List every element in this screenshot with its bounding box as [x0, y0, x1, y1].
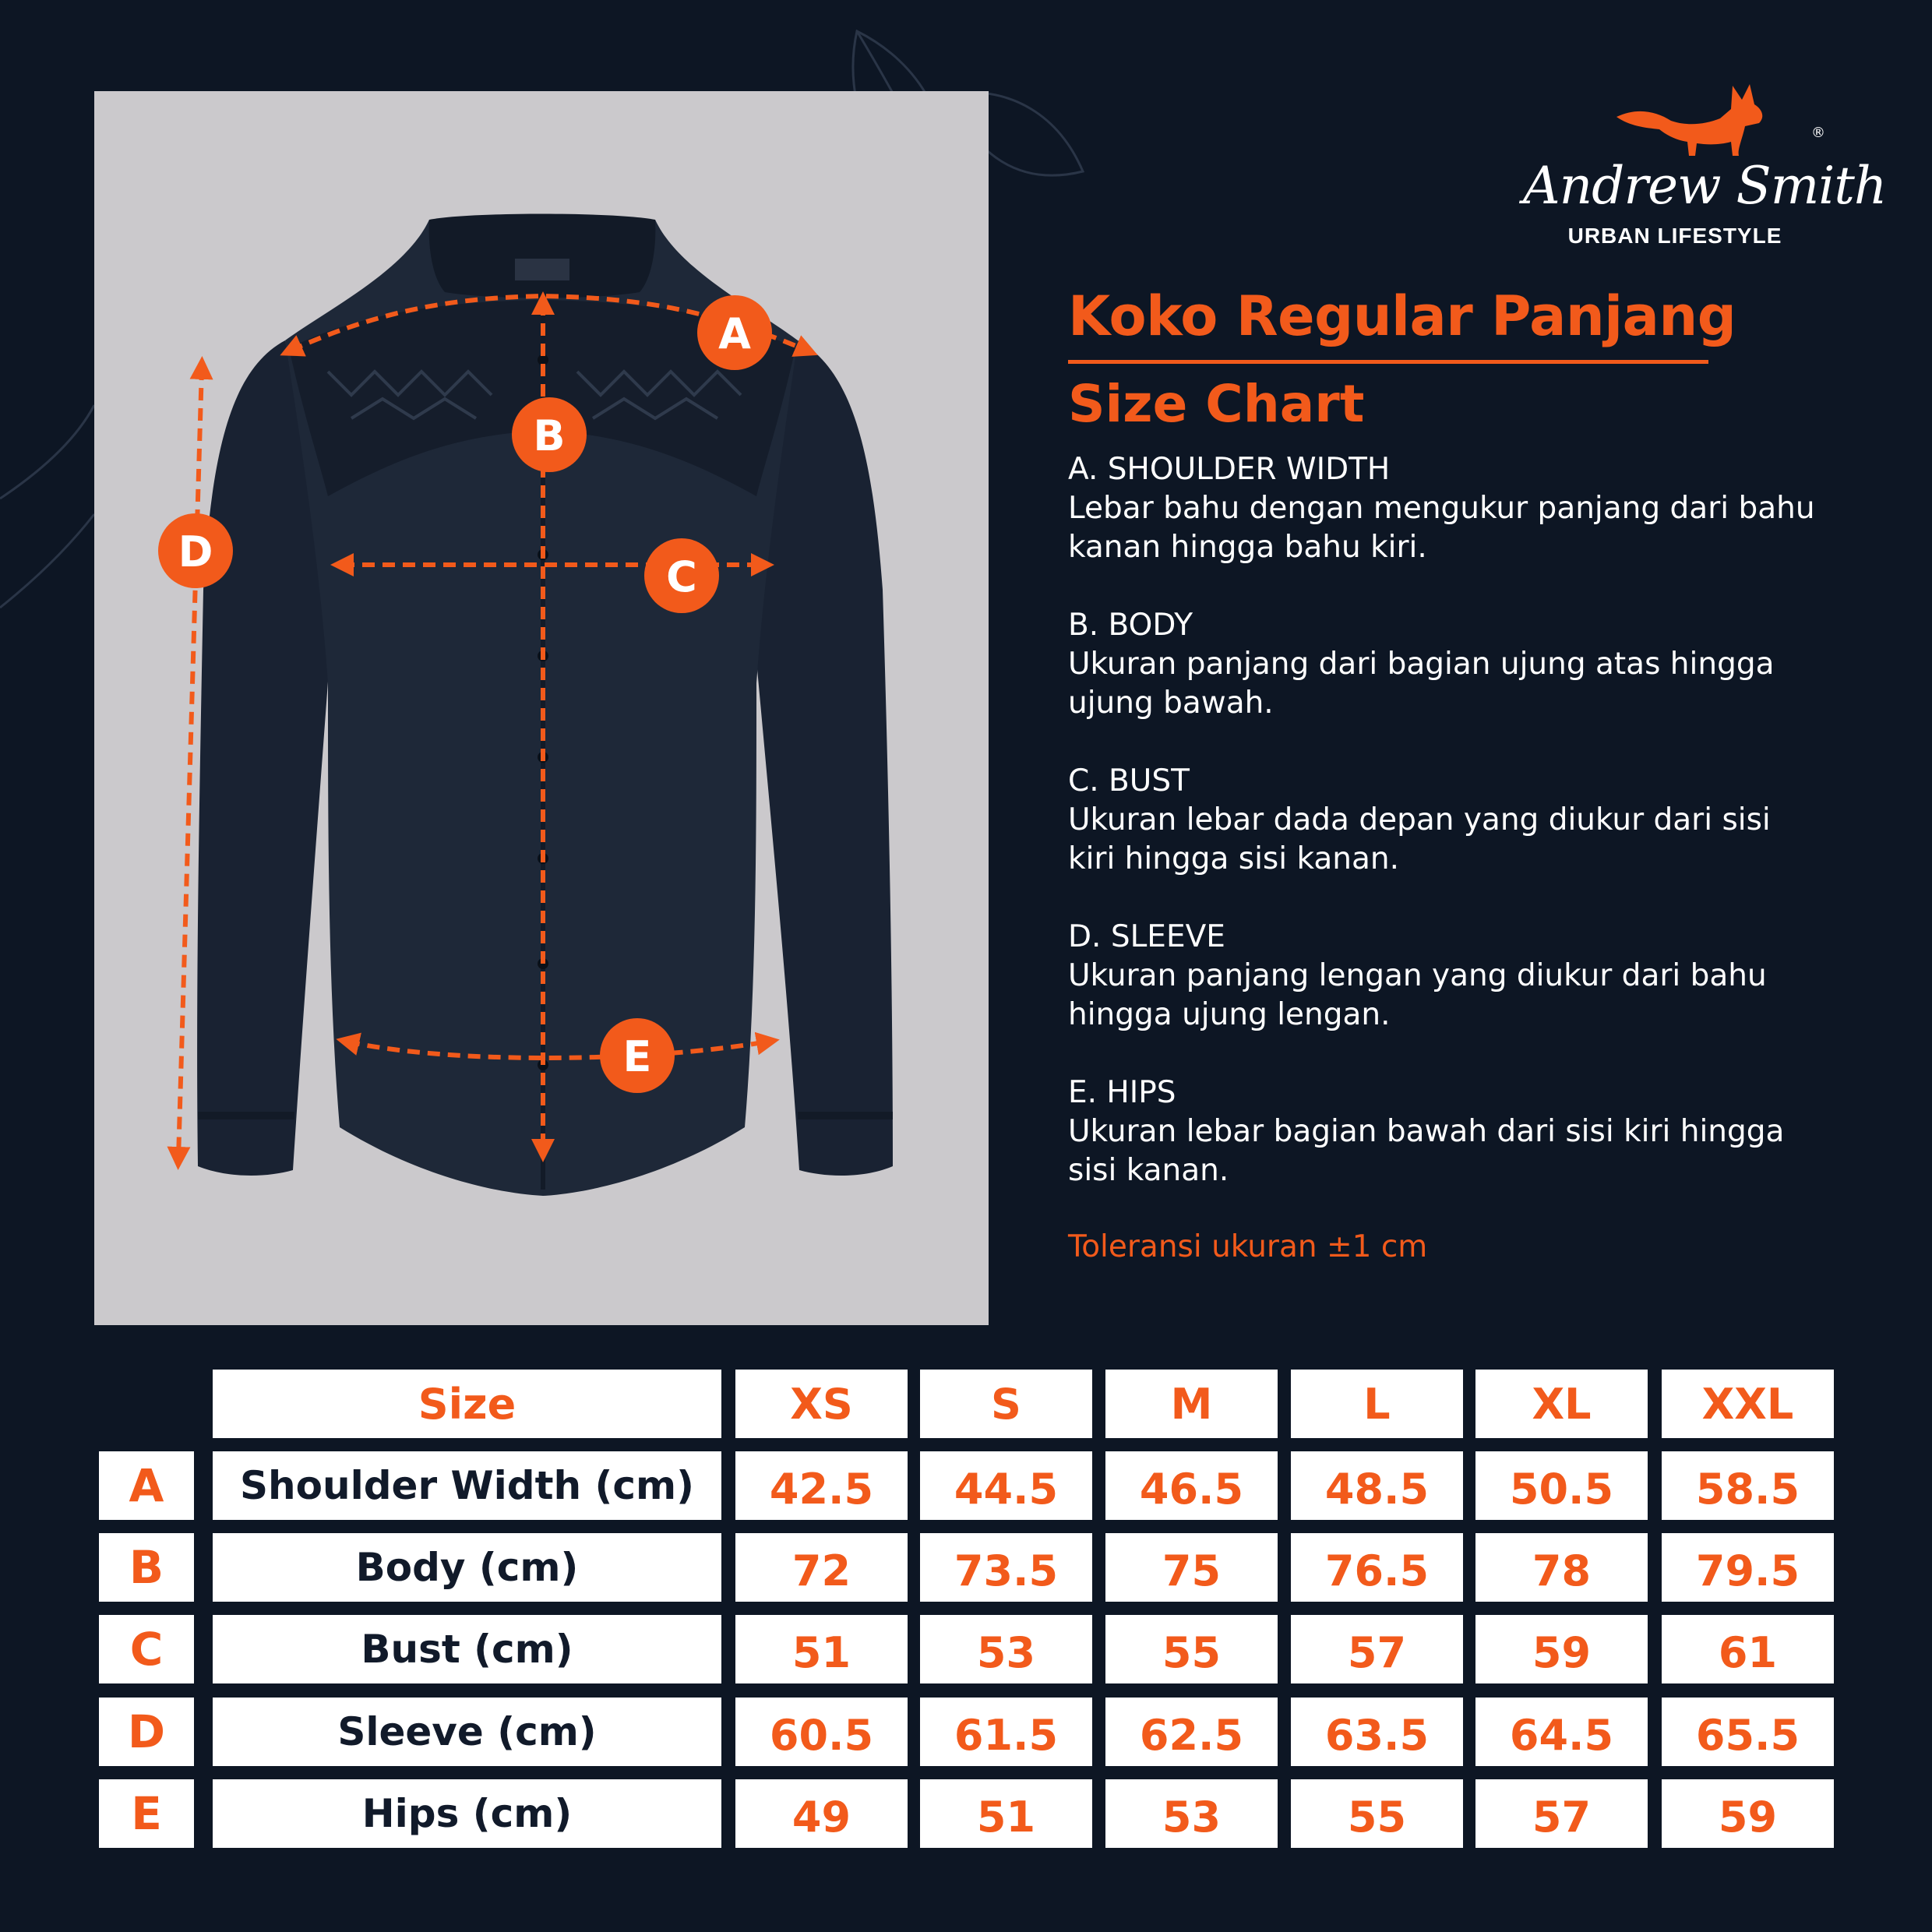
shirt-shape [197, 214, 893, 1197]
table-cell: 55 [1105, 1615, 1278, 1683]
desc-line: sisi kanan. [1068, 1153, 1229, 1188]
table-cell: 42.5 [735, 1451, 908, 1520]
desc-shoulder-width [1068, 450, 1870, 567]
table-cell: 65.5 [1662, 1698, 1834, 1766]
svg-text:A: A [718, 309, 751, 358]
desc-heading: D. SLEEVE [1068, 919, 1225, 954]
table-row-letter: A [99, 1451, 194, 1520]
table-cell: 59 [1662, 1779, 1834, 1848]
table-cell: 60.5 [735, 1698, 908, 1766]
table-cell: 44.5 [920, 1451, 1092, 1520]
size-chart-title: Size Chart [1068, 374, 1365, 434]
measurement-descriptions [1068, 450, 1870, 1229]
table-cell: 61 [1662, 1615, 1834, 1683]
table-cell: 59 [1475, 1615, 1648, 1683]
desc-heading: A. SHOULDER WIDTH [1068, 452, 1391, 487]
marker-c [644, 538, 719, 613]
desc-line: Ukuran lebar bagian bawah dari sisi kiri hingga [1068, 1114, 1785, 1149]
table-header-m: M [1105, 1370, 1278, 1438]
table-cell: 57 [1291, 1615, 1463, 1683]
svg-text:C: C [666, 552, 697, 601]
shirt-illustration [94, 91, 989, 1325]
table-cell: 64.5 [1475, 1698, 1648, 1766]
table-cell: 62.5 [1105, 1698, 1278, 1766]
size-tolerance-note: Toleransi ukuran ±1 cm [1068, 1229, 1428, 1264]
desc-line: kanan hingga bahu kiri. [1068, 530, 1427, 565]
title-underline [1068, 360, 1708, 364]
desc-line: ujung bawah. [1068, 686, 1274, 721]
product-title: Koko Regular Panjang [1068, 284, 1736, 348]
svg-text:D: D [178, 527, 213, 576]
table-cell: 53 [1105, 1779, 1278, 1848]
table-cell: 55 [1291, 1779, 1463, 1848]
table-cell: 79.5 [1662, 1533, 1834, 1602]
table-cell: 75 [1105, 1533, 1278, 1602]
table-cell: 51 [735, 1615, 908, 1683]
table-row-letter: E [99, 1779, 194, 1848]
desc-body [1068, 606, 1870, 723]
marker-a [697, 295, 772, 370]
registered-mark: ® [1811, 125, 1825, 141]
table-row-label: Shoulder Width (cm) [213, 1451, 721, 1520]
table-header-xs: XS [735, 1370, 908, 1438]
desc-bust [1068, 762, 1870, 879]
table-cell: 49 [735, 1779, 908, 1848]
brand-name: Andrew Smith [1523, 156, 1887, 216]
table-row-label: Body (cm) [213, 1533, 721, 1602]
desc-heading: B. BODY [1068, 608, 1193, 643]
table-cell: 78 [1475, 1533, 1648, 1602]
table-cell: 57 [1475, 1779, 1648, 1848]
table-cell: 63.5 [1291, 1698, 1463, 1766]
desc-line: kiri hingga sisi kanan. [1068, 841, 1400, 876]
brand-logo [1511, 78, 1887, 257]
table-cell: 48.5 [1291, 1451, 1463, 1520]
desc-line: Ukuran panjang dari bagian ujung atas hingga [1068, 647, 1775, 682]
marker-e [600, 1018, 675, 1093]
table-row-label: Sleeve (cm) [213, 1698, 721, 1766]
svg-text:E: E [622, 1032, 652, 1081]
svg-text:B: B [533, 411, 566, 460]
table-header-xl: XL [1475, 1370, 1648, 1438]
table-cell: 58.5 [1662, 1451, 1834, 1520]
table-cell: 53 [920, 1615, 1092, 1683]
table-cell: 51 [920, 1779, 1092, 1848]
table-header-s: S [920, 1370, 1092, 1438]
brand-tagline: URBAN LIFESTYLE [1567, 224, 1782, 248]
table-header-xxl: XXL [1662, 1370, 1834, 1438]
table-row-letter: D [99, 1698, 194, 1766]
table-cell: 73.5 [920, 1533, 1092, 1602]
desc-heading: C. BUST [1068, 763, 1190, 799]
table-cell: 50.5 [1475, 1451, 1648, 1520]
desc-line: Ukuran lebar dada depan yang diukur dari sisi [1068, 802, 1771, 837]
table-cell: 72 [735, 1533, 908, 1602]
desc-line: hingga ujung lengan. [1068, 997, 1391, 1032]
table-row-letter: B [99, 1533, 194, 1602]
table-header-l: L [1291, 1370, 1463, 1438]
table-row-label: Hips (cm) [213, 1779, 721, 1848]
desc-sleeve [1068, 918, 1870, 1035]
table-cell: 76.5 [1291, 1533, 1463, 1602]
product-photo [94, 91, 989, 1325]
desc-hips [1068, 1074, 1870, 1190]
desc-heading: E. HIPS [1068, 1075, 1176, 1110]
table-row-label: Bust (cm) [213, 1615, 721, 1683]
table-cell: 61.5 [920, 1698, 1092, 1766]
marker-b [512, 397, 587, 472]
table-row-letter: C [99, 1615, 194, 1683]
table-header-size: Size [213, 1370, 721, 1438]
desc-line: Lebar bahu dengan mengukur panjang dari bahu [1068, 491, 1815, 526]
marker-d [158, 513, 233, 588]
desc-line: Ukuran panjang lengan yang diukur dari bahu [1068, 958, 1767, 993]
table-cell: 46.5 [1105, 1451, 1278, 1520]
